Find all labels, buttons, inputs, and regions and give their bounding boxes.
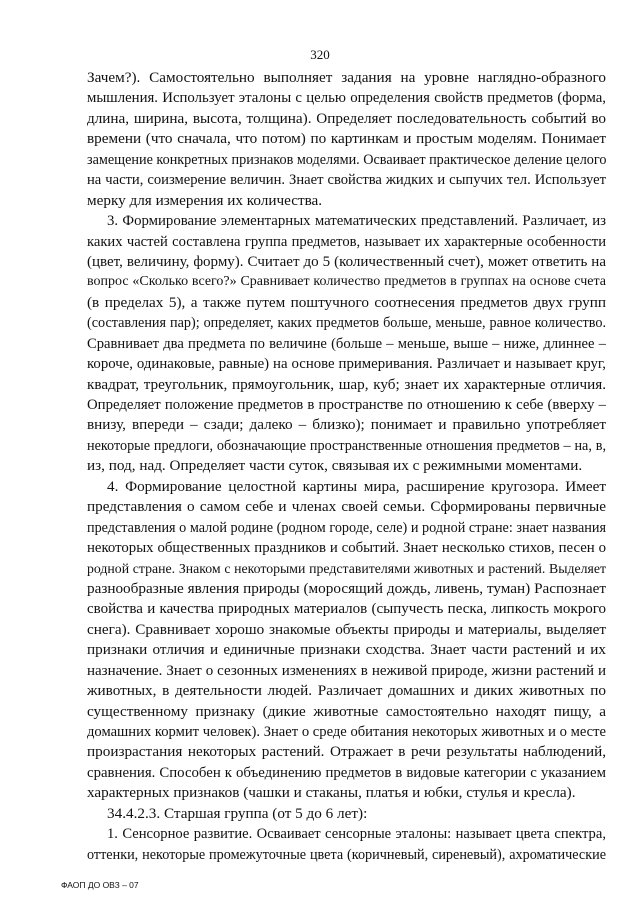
paragraph-start-line: 1. Сенсорное развитие. Осваивает сенсорные эталоны: называет цвета спектра,	[107, 826, 606, 843]
text-line: времени (что сначала, что потом) по картинкам и простым моделям. Понимает	[87, 130, 606, 148]
text-line: представления о самом себе и членах своей семьи. Сформированы первичные	[87, 498, 606, 516]
text-line: длина, ширина, высота, толщина). Определяет последовательность событий во	[87, 109, 606, 127]
text-line: признаки отличия и единичные признаки сходства. Знает части растений и их	[87, 641, 606, 659]
text-line: животных, в деятельности людей. Различает домашних и диких животных по	[87, 682, 606, 700]
text-line: мерку для измерения их количества.	[87, 191, 323, 209]
text-line: (в пределах 5), а также путем поштучного соотнесения предметов двух групп	[87, 293, 606, 311]
text-line: Сравнивает два предмета по величине (больше – меньше, выше – ниже, длиннее –	[87, 335, 606, 352]
text-line: родной стране. Знаком с некоторыми представителями животных и растений. Выделяет	[87, 560, 606, 576]
page-number: 320	[310, 47, 330, 62]
text-line: произрастания некоторых растений. Отражает в речи результаты наблюдений,	[87, 743, 606, 761]
text-line: некоторые предлоги, обозначающие пространственные отношения предметов – на, в,	[87, 437, 606, 454]
text-line: домашних кормит человек). Знает о среде обитания некоторых животных и о месте	[87, 724, 606, 740]
text-line: назначение. Знает о сезонных изменениях в неживой природе, жизни растений и	[87, 662, 606, 679]
text-line: Зачем?). Самостоятельно выполняет задания на уровне наглядно-образного	[87, 69, 606, 86]
paragraph-start-line: 3. Формирование элементарных математических представлений. Различает, из	[107, 213, 606, 230]
text-line: мышления. Использует эталоны с целью определения свойств предметов (форма,	[87, 90, 606, 107]
text-line: Определяет положение предметов в пространстве по отношению к себе (вверху –	[87, 397, 606, 413]
text-line: некоторых общественных праздников и событий. Знает несколько стихов, песен о	[87, 540, 606, 557]
text-line: каких частей составлена группа предметов, называет их характерные особенности	[87, 233, 606, 250]
paragraph-start-line: 4. Формирование целостной картины мира, расширение кругозора. Имеет	[107, 477, 606, 495]
text-line: на части, соизмерение величин. Знает свойства жидких и сыпучих тел. Использует	[87, 172, 606, 189]
text-line: сравнения. Способен к объединению предметов в видовые категории с указанием	[87, 764, 606, 781]
text-line: существенному признаку (дикие животные самостоятельно находят пищу, а	[87, 702, 606, 720]
footer-doc-code: ФАОП ДО ОВЗ – 07	[61, 880, 139, 890]
text-line: короче, одинаковые, равные) на основе примеривания. Различает и называет круг,	[87, 356, 606, 373]
text-line: квадрат, треугольник, прямоугольник, шар, куб; знает их характерные отличия.	[87, 375, 606, 393]
text-line: снега). Сравнивает хорошо знакомые объекты природы и материалы, выделяет	[87, 620, 606, 638]
text-line: вопрос «Сколько всего?» Сравнивает количество предметов в группах на основе счета	[87, 274, 606, 290]
text-line: характерных признаков (чашки и стаканы, платья и юбки, стулья и кресла).	[87, 784, 576, 802]
text-line: разнообразные явления природы (моросящий дождь, ливень, туман) Распознает	[87, 579, 606, 597]
text-line: замещение конкретных признаков моделями. Осваивает практическое деление целого	[87, 151, 606, 168]
text-line: (составления пар); определяет, каких предметов больше, меньше, равное количество.	[87, 315, 606, 332]
text-line: оттенки, некоторые промежуточные цвета (коричневый, сиреневый), ахроматические	[87, 846, 606, 863]
text-line: (цвет, величину, форму). Считает до 5 (количественный счет), может ответить на	[87, 253, 606, 270]
text-line: представления о малой родине (родном городе, селе) и родной стране: знает названия	[87, 519, 606, 536]
body-text	[87, 68, 606, 865]
section-heading: 34.4.2.3. Старшая группа (от 5 до 6 лет):	[107, 804, 368, 822]
text-line: из, под, над. Определяет части суток, связывая их с режимными моментами.	[87, 457, 583, 475]
text-line: свойства и качества природных материалов (сыпучесть песка, липкость мокрого	[87, 601, 606, 618]
text-line: внизу, впереди – сзади; далеко – близко); понимает и правильно употребляет	[87, 416, 606, 434]
